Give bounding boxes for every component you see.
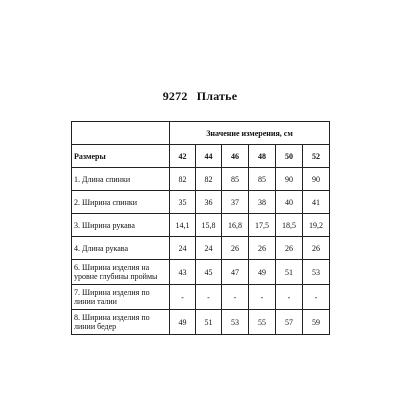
table-cell: 90: [303, 168, 330, 191]
table-cell: 90: [276, 168, 303, 191]
table-cell: 38: [249, 191, 276, 214]
table-row: [72, 260, 330, 285]
table-cell: 53: [222, 310, 249, 335]
table-cell: 51: [276, 260, 303, 285]
size-header: 50: [276, 145, 303, 168]
table-cell: 45: [196, 260, 222, 285]
table-cell: 47: [222, 260, 249, 285]
table-cell: 24: [170, 237, 196, 260]
table-cell: 24: [196, 237, 222, 260]
table-corner-cell: [72, 122, 170, 145]
table-cell: 40: [276, 191, 303, 214]
size-measurement-table: [71, 121, 330, 335]
document-title: [0, 89, 400, 104]
table-cell: -: [196, 285, 222, 310]
table-cell: 49: [170, 310, 196, 335]
measurement-header: Значение измерения, см: [170, 122, 330, 145]
table-cell: 43: [170, 260, 196, 285]
table-row: [72, 168, 330, 191]
table-cell: 36: [196, 191, 222, 214]
table-cell: 15,8: [196, 214, 222, 237]
model-number: 9272: [162, 89, 188, 103]
table-row: [72, 285, 330, 310]
table-cell: -: [303, 285, 330, 310]
table-cell: -: [170, 285, 196, 310]
table-cell: 16,8: [222, 214, 249, 237]
table-cell: 57: [276, 310, 303, 335]
table-cell: 82: [170, 168, 196, 191]
table-cell: 26: [222, 237, 249, 260]
table-row: [72, 237, 330, 260]
table-cell: 53: [303, 260, 330, 285]
table-cell: 59: [303, 310, 330, 335]
table-cell: 26: [249, 237, 276, 260]
size-header: 42: [170, 145, 196, 168]
sizes-label: Размеры: [72, 145, 170, 168]
table-cell: 26: [276, 237, 303, 260]
table-header-row: [72, 122, 330, 145]
row-label: 6. Ширина изделия на уровне глубины проймы: [72, 260, 170, 285]
table-row: [72, 214, 330, 237]
table-cell: -: [249, 285, 276, 310]
table-row: [72, 310, 330, 335]
size-header: 52: [303, 145, 330, 168]
table-cell: 82: [196, 168, 222, 191]
row-label: 4. Длина рукава: [72, 237, 170, 260]
table-cell: 35: [170, 191, 196, 214]
size-header: 48: [249, 145, 276, 168]
table-cell: 37: [222, 191, 249, 214]
table-cell: 49: [249, 260, 276, 285]
table-cell: 41: [303, 191, 330, 214]
table-cell: 18,5: [276, 214, 303, 237]
table-cell: -: [222, 285, 249, 310]
table-cell: -: [276, 285, 303, 310]
row-label: 7. Ширина изделия по линии талии: [72, 285, 170, 310]
table-cell: 26: [303, 237, 330, 260]
table-cell: 55: [249, 310, 276, 335]
sizes-row: [72, 145, 330, 168]
table-cell: 51: [196, 310, 222, 335]
row-label: 1. Длина спинки: [72, 168, 170, 191]
product-name: Платье: [196, 89, 238, 103]
table-cell: 19,2: [303, 214, 330, 237]
row-label: 8. Ширина изделия по линии бедер: [72, 310, 170, 335]
table-cell: 14,1: [170, 214, 196, 237]
table-cell: 85: [249, 168, 276, 191]
table-row: [72, 191, 330, 214]
table-cell: 17,5: [249, 214, 276, 237]
size-header: 44: [196, 145, 222, 168]
row-label: 3. Ширина рукава: [72, 214, 170, 237]
table-cell: 85: [222, 168, 249, 191]
row-label: 2. Ширина спинки: [72, 191, 170, 214]
size-header: 46: [222, 145, 249, 168]
